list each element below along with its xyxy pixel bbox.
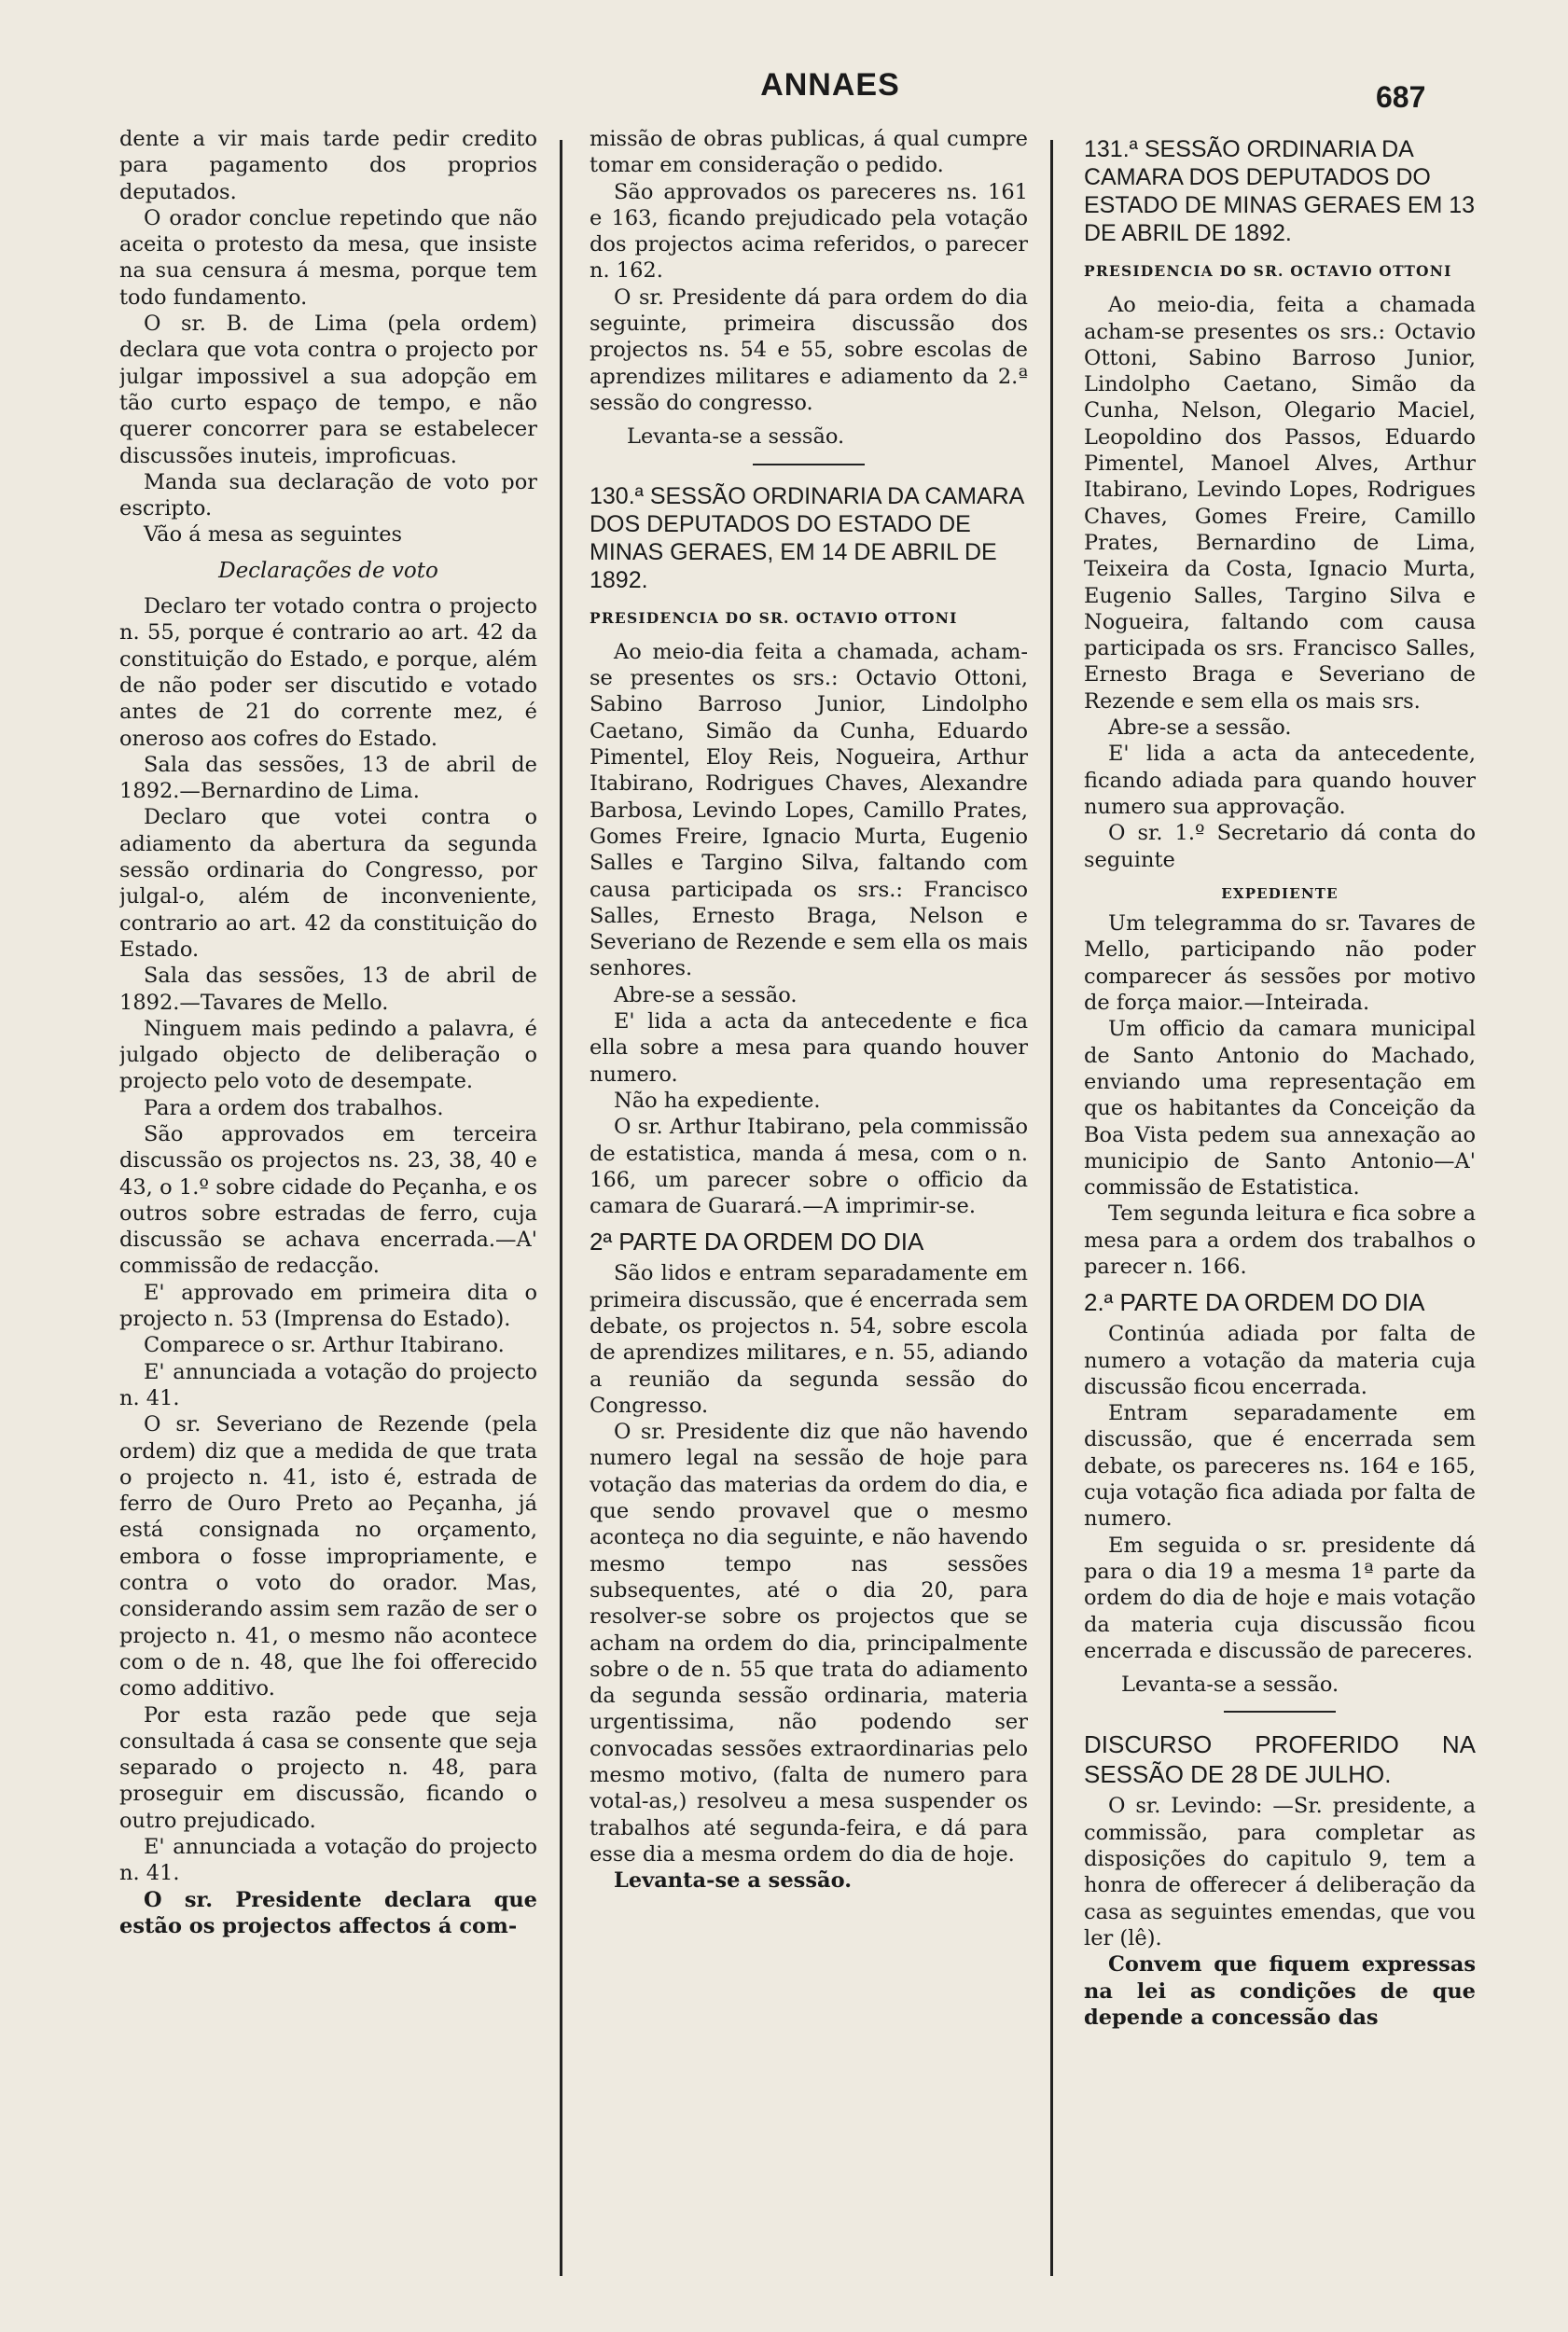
paragraph: Não ha expediente. bbox=[614, 1088, 821, 1113]
paragraph: O sr. Arthur Itabirano, pela commissão de estatistica, manda á mesa, com o n. 166, um parecer sobre o officio da camara de Guarará.—A imprimir-se. bbox=[590, 1115, 1028, 1219]
paragraph: Abre-se a sessão. bbox=[614, 982, 798, 1007]
paragraph: Convem que fiquem expressas na lei as condições de que depende a concessão das bbox=[1084, 1952, 1476, 2030]
paragraph: Sala das sessões, 13 de abril de 1892.—Bernardino de Lima. bbox=[119, 752, 537, 804]
paragraph: Por esta razão pede que seja consultada á casa se consente que seja separado o projecto n. 48, para proseguir em discussão, ficando o outro prejudicado. bbox=[119, 1702, 537, 1833]
paragraph: Abre-se a sessão. bbox=[1108, 715, 1292, 741]
paragraph: Ao meio-dia, feita a chamada acham-se presentes os srs.: Octavio Ottoni, Sabino Barroso Junior, Lindolpho Caetano, Simão da Cunha, Nelson, Olegario Maciel, Leopoldino dos Passos, Eduardo Pimentel, Manoel Alves, Arthur Itabirano, Levindo Lopes, Rodrigues Chaves, Gomes Freire, Camillo Prates, Bernardino de Lima, Teixeira da Costa, Ignacio Murta, Eugenio Salles, Targino Silva e Nogueira, faltando com causa participada os srs. Francisco Salles, Ernesto Braga e Severiano de Rezende e sem ella os mais srs. bbox=[1084, 293, 1476, 714]
paragraph: Sala das sessões, 13 de abril de 1892.—Tavares de Mello. bbox=[119, 964, 537, 1015]
paragraph: Em seguida o sr. presidente dá para o dia 19 a mesma 1ª parte da ordem do dia de hoje e mais votação da materia cuja discussão ficou encerrada e discussão de pareceres. bbox=[1084, 1533, 1476, 1663]
expediente: EXPEDIENTE bbox=[1221, 884, 1339, 902]
paragraph: E' lida a acta da antecedente, ficando adiada para quando houver numero sua approvação. bbox=[1084, 742, 1476, 819]
session-title: 131.ª SESSÃO ORDINARIA DA CAMARA DOS DEPUTADOS DO ESTADO DE MINAS GERAES EM 13 DE ABRIL DE 1892. bbox=[1084, 136, 1476, 246]
paragraph: E' approvado em primeira dita o projecto n. 53 (Imprensa do Estado). bbox=[119, 1280, 537, 1332]
text-column-1 bbox=[119, 126, 537, 2276]
paragraph: Comparece o sr. Arthur Itabirano. bbox=[144, 1333, 505, 1358]
paragraph: Ao meio-dia feita a chamada, acham-se presentes os srs.: Octavio Ottoni, Sabino Barroso Junior, Lindolpho Caetano, Simão da Cunha, Eduardo Pimentel, Eloy Reis, Nogueira, Arthur Itabirano, Rodrigues Chaves, Alexandre Barbosa, Levindo Lopes, Camillo Prates, Gomes Freire, Ignacio Murta, Eugenio Salles e Targino Silva, faltando com causa participada os srs.: Francisco Salles, Ernesto Braga, Nelson e Severiano de Rezende e sem ella os mais senhores. bbox=[590, 639, 1028, 981]
paragraph: Levanta-se a sessão. bbox=[614, 1868, 853, 1894]
paragraph: O sr. Presidente diz que não havendo numero legal na sessão de hoje para votação das materias da ordem do dia, e que sendo provavel que o mesmo aconteça no dia seguinte, e não havendo mesmo tempo nas sessões subsequentes, até o dia 20, para resolver-se sobre os projectos que se acham na ordem do dia, principalmente sobre o de n. 55 que trata do adiamento da segunda sessão ordinaria, materia urgentissima, não podendo ser convocadas sessões extraordinarias pelo mesmo motivo, (falta de numero para votal-as,) resolveu a mesa suspender os trabalhos até segunda-feira, e dá para esse dia a mesma ordem do dia de hoje. bbox=[590, 1420, 1028, 1867]
closing: Levanta-se a sessão. bbox=[627, 424, 845, 450]
paragraph: São approvados em terceira discussão os projectos ns. 23, 38, 40 e 43, o 1.º sobre cidade do Peçanha, e os outros sobre estradas de ferro, cuja discussão se achava encerrada.—A' commissão de redacção. bbox=[119, 1121, 537, 1279]
paragraph: E' annunciada a votação do projecto n. 41. bbox=[119, 1835, 537, 1886]
paragraph: Declaro que votei contra o adiamento da abertura da segunda sessão ordinaria do Congresso, por julgal-o, além de inconveniente, contrario ao art. 42 da constituição do Estado. bbox=[119, 805, 537, 962]
paragraph: Declaro ter votado contra o projecto n. 55, porque é contrario ao art. 42 da constituição do Estado, e porque, além de não poder ser discutido e votado antes de 21 do corrente mez, é oneroso aos cofres do Estado. bbox=[119, 594, 537, 751]
section-title: 2.ª PARTE DA ORDEM DO DIA bbox=[1084, 1288, 1425, 1317]
paragraph: Tem segunda leitura e fica sobre a mesa para a ordem dos trabalhos o parecer n. 166. bbox=[1084, 1201, 1476, 1279]
paragraph: missão de obras publicas, á qual cumpre tomar em consideração o pedido. bbox=[590, 127, 1028, 178]
section-title: DISCURSO PROFERIDO NA SESSÃO DE 28 DE JULHO. bbox=[1084, 1730, 1476, 1789]
text-column-3 bbox=[1084, 126, 1476, 2276]
paragraph: Ninguem mais pedindo a palavra, é julgado objecto de deliberação o projecto pelo voto de desempate. bbox=[119, 1016, 537, 1094]
paragraph: Entram separadamente em discussão, que é encerrada sem debate, os pareceres ns. 164 e 165, cuja votação fica adiada por falta de numero. bbox=[1084, 1401, 1476, 1532]
page-number: 687 bbox=[1376, 80, 1426, 114]
paragraph: O sr. Levindo: —Sr. presidente, a commissão, para completar as disposições do capitulo 9, tem a honra de offerecer á deliberação da casa as seguintes emendas, que vou ler (lê). bbox=[1084, 1794, 1476, 1950]
paragraph: E' annunciada a votação do projecto n. 41. bbox=[119, 1359, 537, 1410]
paragraph: Vão á mesa as seguintes bbox=[144, 522, 403, 548]
column-rule bbox=[1050, 140, 1053, 2276]
paragraph: Um telegramma do sr. Tavares de Mello, participando não poder comparecer ás sessões por motivo de força maior.—Inteirada. bbox=[1084, 911, 1476, 1016]
section-divider bbox=[753, 464, 865, 465]
paragraph: O orador conclue repetindo que não aceita o protesto da mesa, que insiste na sua censura á mesma, porque tem todo fundamento. bbox=[119, 205, 537, 310]
column-rule bbox=[560, 140, 562, 2276]
paragraph: dente a vir mais tarde pedir credito para pagamento dos proprios deputados. bbox=[119, 127, 537, 204]
paragraph: Continúa adiada por falta de numero a votação da materia cuja discussão ficou encerrada. bbox=[1084, 1322, 1476, 1399]
paragraph: E' lida a acta da antecedente e fica ella sobre a mesa para quando houver numero. bbox=[590, 1009, 1028, 1087]
paragraph: O sr. B. de Lima (pela ordem) declara que vota contra o projecto por julgar impossivel a sua adopção em tão curto espaço de tempo, e não querer concorrer para se estabelecer discussões inuteis, improficuas. bbox=[119, 312, 537, 468]
closing: Levanta-se a sessão. bbox=[1121, 1673, 1339, 1698]
paragraph: São lidos e entram separadamente em primeira discussão, que é encerrada sem debate, os projectos n. 54, sobre escola de aprendizes militares, e n. 55, adiando a reunião da segunda sessão do Congresso. bbox=[590, 1261, 1028, 1418]
section-divider bbox=[1224, 1711, 1336, 1713]
paragraph: Para a ordem dos trabalhos. bbox=[144, 1095, 444, 1120]
paragraph: Um officio da camara municipal de Santo Antonio do Machado, enviando uma representação em que os habitantes da Conceição da Boa Vista pedem sua annexação ao municipio de Santo Antonio—A' commissão de Estatistica. bbox=[1084, 1017, 1476, 1201]
paragraph: Manda sua declaração de voto por escripto. bbox=[119, 469, 537, 521]
text-column-2 bbox=[590, 126, 1028, 2276]
paragraph: São approvados os pareceres ns. 161 e 163, ficando prejudicado pela votação dos projectos acima referidos, o parecer n. 162. bbox=[590, 179, 1028, 284]
presidency: PRESIDENCIA DO SR. OCTAVIO OTTONI bbox=[1084, 262, 1452, 280]
subheading: Declarações de voto bbox=[218, 558, 438, 583]
paragraph: O sr. Presidente dá para ordem do dia seguinte, primeira discussão dos projectos ns. 54 e 55, sobre escolas de aprendizes militares e adiamento da 2.ª sessão do congresso. bbox=[590, 285, 1028, 415]
presidency: PRESIDENCIA DO SR. OCTAVIO OTTONI bbox=[590, 608, 958, 627]
page-header bbox=[0, 67, 1568, 123]
running-title: ANNAES bbox=[760, 67, 900, 103]
paragraph: O sr. 1.º Secretario dá conta do seguinte bbox=[1084, 821, 1476, 872]
session-title: 130.ª SESSÃO ORDINARIA DA CAMARA DOS DEPUTADOS DO ESTADO DE MINAS GERAES, EM 14 DE ABRIL DE 1892. bbox=[590, 482, 1023, 593]
paragraph: O sr. Severiano de Rezende (pela ordem) diz que a medida de que trata o projecto n. 41, isto é, estrada de ferro de Ouro Preto ao Peçanha, já está consignada no orçamento, embora o fosse impropriamente, e contra o voto do orador. Mas, considerando assim sem razão de ser o projecto n. 41, o mesmo não acontece com o de n. 48, que lhe foi offerecido como additivo. bbox=[119, 1412, 537, 1701]
paragraph: O sr. Presidente declara que estão os projectos affectos á com- bbox=[119, 1887, 537, 1938]
section-title: 2ª PARTE DA ORDEM DO DIA bbox=[590, 1228, 924, 1256]
